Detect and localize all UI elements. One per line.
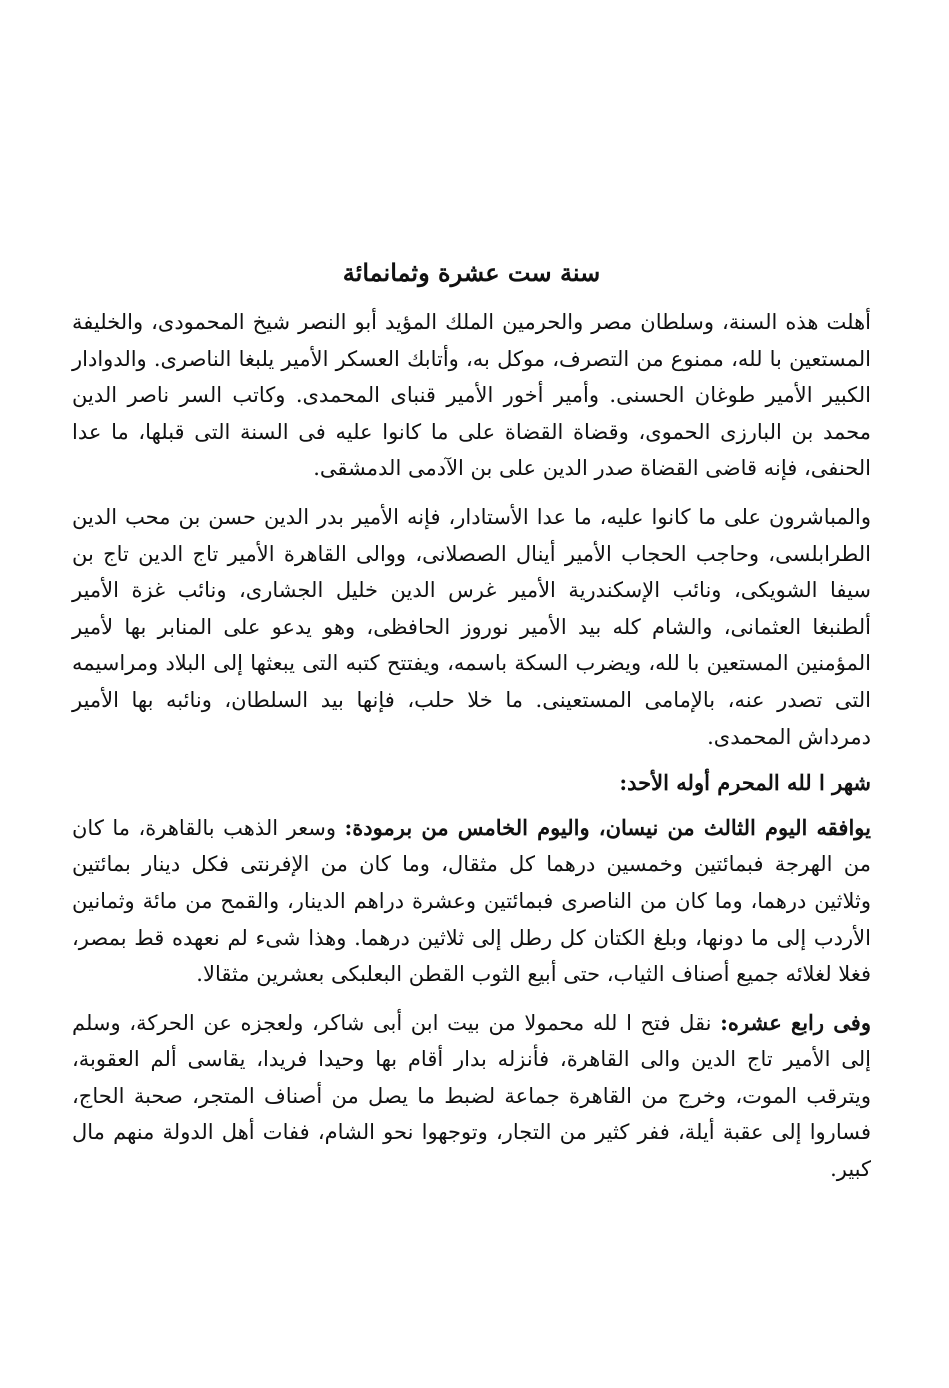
paragraph-year-opening: أهلت هذه السنة، وسلطان مصر والحرمين الملك المؤيد أبو النصر شيخ المحمودى، والخليفة المستعين با لله، ممنوع من التصرف، موكل به، وأتابك العسكر الأمير يلبغا الناصرى. والدوادار الكبير الأمير طوغان الحسنى. وأمير أخور الأمير قنباى المحمدى. وكاتب السر ناصر الدين محمد بن البارزى الحموى، وقضاة القضاة على ما كانوا عليه فى السنة التى قبلها، ما عدا الحنفى، فإنه قاضى القضاة صدر الدين على بن الآدمى الدمشقى. — [72, 310, 871, 481]
paragraph-fourteenth-lead: وفى رابع عشره: — [720, 1009, 871, 1035]
paragraph-prices — [72, 810, 871, 993]
page-title: سنة ست عشرة وثمانمائة — [342, 258, 601, 287]
paragraph-prices-lead: يوافقه اليوم الثالث من نيسان، واليوم الخامس من برمودة: — [344, 814, 871, 840]
paragraph-fourteenth — [72, 1005, 871, 1188]
paragraph-officials: والمباشرون على ما كانوا عليه، ما عدا الأستادار، فإنه الأمير بدر الدين حسن بن محب الدين الطرابلسى، وحاجب الحجاب الأمير أينال الصصلانى، ووالى القاهرة الأمير تاج الدين تاج بن سيفا الشويكى، ونائب الإسكندرية الأمير غرس الدين خليل الجشارى، ونائب غزة الأمير ألطنبغا العثمانى، والشام كله بيد الأمير نوروز الحافظى، وهو يدعو على المنابر بها لأمير المؤمنين المستعين با لله، ويضرب السكة باسمه، ويفتتح كتبه التى يبعثها إلى البلاد ومراسيمه التى تصدر عنه، بالإمامى المستعينى. ما خلا حلب، فإنها بيد السلطان، ونائبه بها الأمير دمرداش المحمدى. — [72, 504, 871, 749]
paragraph-fourteenth-body: نقل فتح ا لله محمولا من بيت ابن أبى شاكر، ولعجزه عن الحركة، وسلم إلى الأمير تاج الدين والى القاهرة، فأنزله بدار أقام بها وحيدا فريدا، يقاسى ألم العقوبة، ويترقب الموت، وخرج من القاهرة جماعة لضبط ما يصل من أصناف المتجر، صحبة الحاج، فساروا إلى عقبة أيلة، ففر كثير من التجار، وتوجهوا نحو الشام، ففات أهل الدولة منهم مال كبير. — [72, 1010, 871, 1182]
paragraph-prices-body: وسعر الذهب بالقاهرة، ما كان من الهرجة فبمائتين وخمسين درهما كل مثقال، وما كان من الإفرنتى فكل دينار بمائتين وثلاثين درهما، وما كان من الناصرى فبمائتين وعشرة دراهم الدينار، والقمح من مائة وثمانين الأردب إلى ما دونها، وبلغ الكتان كل رطل إلى ثلاثين درهما. وهذا شىء لم نعهده قط بمصر، فغلا لغلائه جميع أصناف الثياب، حتى أبيع الثوب القطن البعلبكى بعشرين مثقالا. — [72, 815, 871, 987]
month-heading: شهر ا لله المحرم أوله الأحد: — [619, 770, 871, 796]
